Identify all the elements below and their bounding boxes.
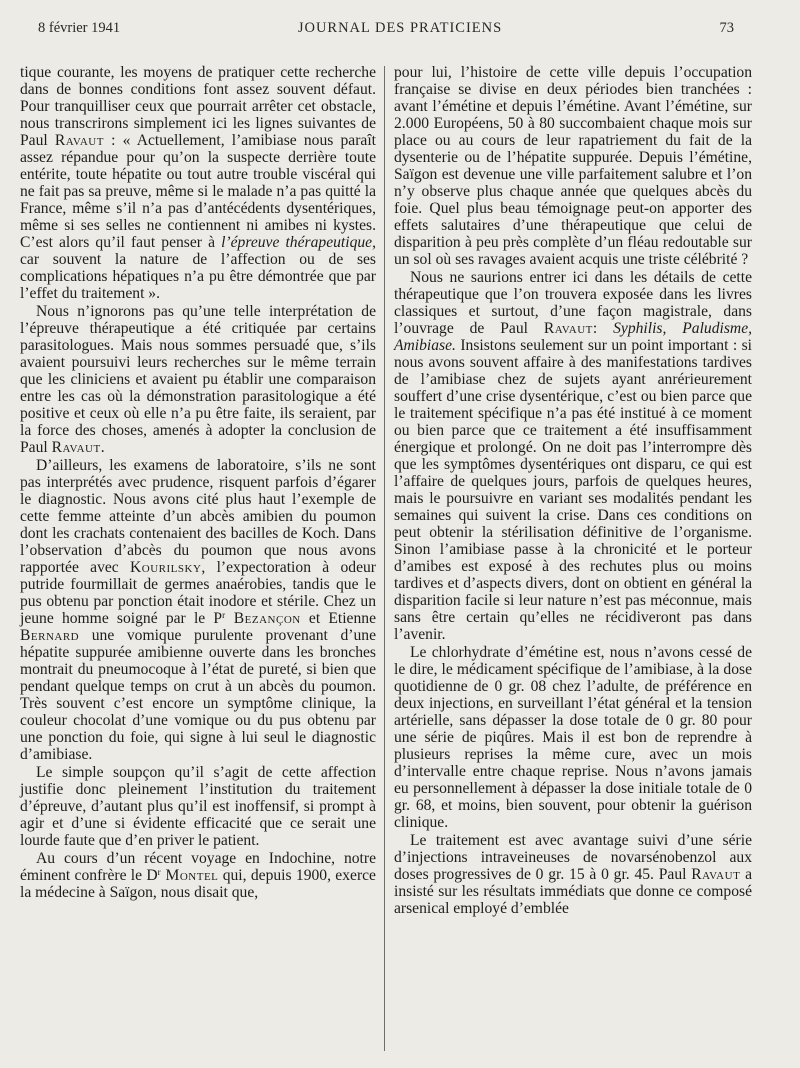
paragraph: Le simple soupçon qu’il s’agit de cette affection justifie donc pleinement l’institution du traitement d’épreuve, d’autant plus qu’il est inoffensif, si prompt à agir et d’une si évidente efficacité que ce serait une lourde faute que d’en priver le patient. [20, 764, 376, 849]
author-name: Ravaut [51, 439, 101, 456]
paragraph: Le chlorhydrate d’émétine est, nous n’avons cessé de le dire, le médicament spécifique de l’amibiase, à la dose quotidienne de 0 gr. 08 chez l’adulte, de préférence en deux injections, en surveillant l’état général et la tension artérielle, sans dépasser la dose totale de 0 gr. 80 pour une série de piqûres. Mais il est bon de reprendre à plusieurs reprises la même cure, avec un mois d’intervalle entre chaque reprise. Nous n’avons jamais eu personnellement à dépasser la dose initiale totale de 0 gr. 68, et moins, bien souvent, pour obtenir la guérison clinique. [394, 644, 752, 831]
superscript: r [222, 610, 226, 620]
paragraph: tique courante, les moyens de pratiquer cette recherche dans de bonnes conditions font assez souvent défaut. Pour tranquilliser ceux que pourrait arrêter cet obstacle, nous transcrirons simplement ici les lignes suivantes de Paul Ravaut : « Actuellement, l’amibiase nous paraît assez répandue pour qu’on la suspecte derrière toute entérite, toute hépatite ou tout autre trouble viscéral qui ne fait pas sa preuve, même si le malade n’a pas quitté la France, même s’il n’a pas d’antécédents dysentériques, même si ses selles ne contiennent ni amibes ni kystes. C’est alors qu’il faut penser à l’épreuve thérapeutique, car souvent la nature de l’affection ou de ses complications hépatiques n’a pu être démontrée que par l’effet du traitement ». [20, 64, 376, 302]
paragraph: Le traitement est avec avantage suivi d’une série d’injections intraveineuses de novarsénobenzol aux doses progressives de 0 gr. 15 à 0 gr. 45. Paul Ravaut a insisté sur les résultats immédiats que donne ce composé arsenical employé d’emblée [394, 832, 752, 917]
issue-date: 8 février 1941 [38, 20, 121, 36]
author-name: Ravaut [691, 866, 741, 883]
italic-term: l’épreuve thérapeutique [221, 234, 373, 251]
column-divider [384, 66, 385, 1051]
paragraph: Nous ne saurions entrer ici dans les détails de cette thérapeutique que l’on trouvera exposée dans les livres classiques et surtout, d’une façon magistrale, dans l’ouvrage de Paul Ravaut: Syphilis, Paludisme, Amibiase. Insistons seulement sur un point important : si nous avons souvent affaire à des manifestations tardives de l’amibiase chez de sujets ayant anrérieurement souffert d’une crise dysentérique, c’est ou bien parce que le traitement spécifique n’a pas été institué à ce moment ou bien parce que ce traitement a été insuffisamment énergique et prolongé. On ne doit pas l’interrompre dès que les symptômes dysentériques ont disparu, ce qui est l’affaire de quelques jours, parfois de quelques heures, mais le poursuivre en variant ses modalités pendant les semaines qui suivent la crise. Dans ces conditions on peut obtenir la stérilisation définitive de l’organisme. Sinon l’amibiase passe à la chronicité et le porteur d’amibes est exposé à des rechutes plus ou moins tardives et d’aspects divers, dont on obtient en général la disparition facile si leur nature n’est pas méconnue, mais sans être certain qu’elles ne récidiveront pas dans l’avenir. [394, 269, 753, 643]
right-column [394, 64, 752, 918]
running-header [0, 18, 800, 40]
author-name: Bernard [20, 627, 80, 644]
superscript: r [157, 867, 161, 877]
journal-title: JOURNAL DES PRATICIENS [297, 20, 503, 36]
author-name: Bezançon [225, 610, 301, 627]
paragraph: pour lui, l’histoire de cette ville depuis l’occupation française se divise en deux périodes bien tranchées : avant l’émétine et depuis l’émétine. Avant l’émétine, sur 2.000 Européens, 50 à 80 succombaient chaque mois sur place ou au cours de leur rapatriement du fait de la dysenterie ou de l’hépatite suppurée. Depuis l’émétine, Saïgon est devenue une ville parfaitement salubre et l’on n’y observe plus chaque année que quelques abcès du foie. Quel plus beau témoignage peut-on apporter des effets salutaires d’une thérapeutique que celui de disparition à peu près complète d’un fléau redoutable sur un sol où ses ravages avaient acquis une triste célébrité ? [394, 64, 752, 268]
paragraph: Nous n’ignorons pas qu’une telle interprétation de l’épreuve thérapeutique a été critiquée par certains parasitologues. Mais nous sommes persuadé que, s’ils avaient poursuivi leurs recherches sur le même terrain que les cliniciens et avaient pu établir une comparaison entre les cas où la démonstration parasitologique a été positive et ceux où elle n’a pu être faite, ils seraient, par la force des choses, amenés à adopter la conclusion de Paul Ravaut. [20, 303, 376, 456]
page-number: 73 [719, 20, 734, 36]
paragraph: Au cours d’un récent voyage en Indochine, notre éminent confrère le $D^r$ Montel qui, depuis 1900, exerce la médecine à Saïgon, nous disait que, [20, 850, 376, 901]
book-title: Syphilis, Paludisme, Amibiase. [394, 320, 753, 354]
author-name: Ravaut [54, 132, 104, 149]
paragraph: D’ailleurs, les examens de laboratoire, s’ils ne sont pas interprétés avec prudence, risquent parfois d’égarer le diagnostic. Nous avons cité plus haut l’exemple de cette femme atteinte d’un abcès amibien du poumon dont les crachats contenaient des bacilles de Koch. Dans l’observation d’abcès du poumon que nous avons rapportée avec Kourilsky, l’expectoration à odeur putride fourmillait de germes anaérobies, tandis que le pus obtenu par ponction était inodore et stérile. Chez un jeune homme soigné par le $P^r$ Bezançon et Etienne Bernard une vomique purulente provenant d’une hépatite suppurée amibienne ouverte dans les bronches montrait du pneumocoque à l’état de pureté, si bien que pendant quelque temps on crut à un abcès du poumon. Très souvent c’est encore un symptôme clinique, la couleur chocolat d’une vomique ou du pus obtenu par une ponction du foie, qui signe à lui seul le diagnostic d’amibiase. [20, 457, 377, 763]
left-column [20, 64, 376, 902]
author-name: Kourilsky [130, 559, 202, 576]
author-name: Montel [160, 867, 219, 884]
author-name: Ravaut [543, 320, 593, 337]
